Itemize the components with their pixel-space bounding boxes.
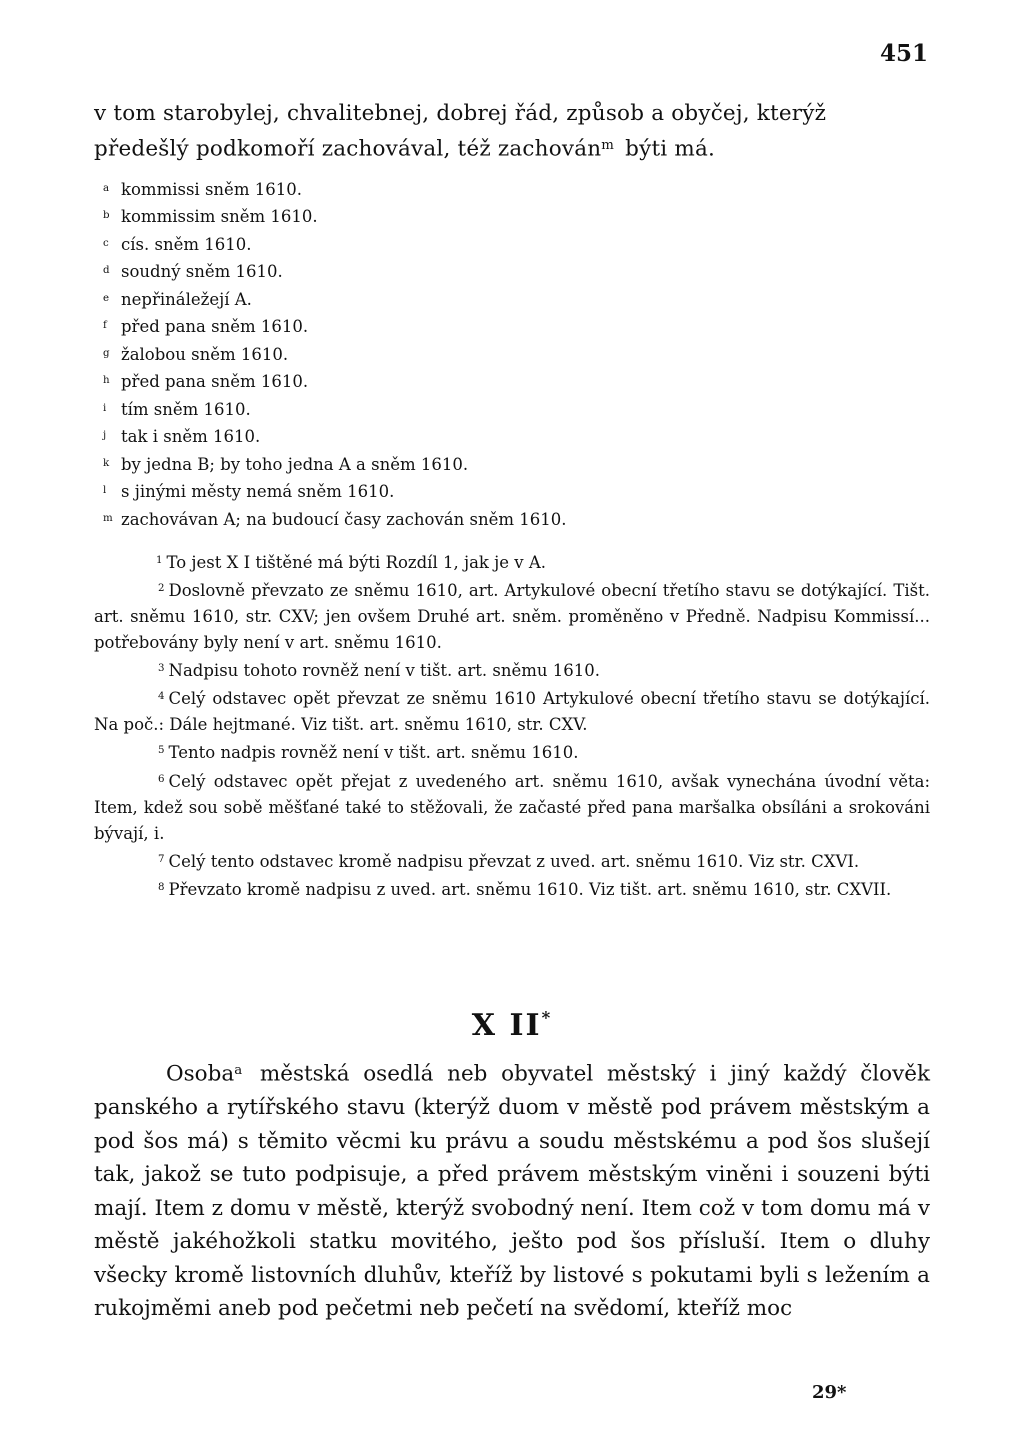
footnote-text: Převzato kromě nadpisu z uved. art. sněmu 1610. Viz tišt. art. sněmu 1610, str. CXVII.: [168, 879, 892, 899]
footnote: [94, 847, 930, 875]
footnote-number: 5: [158, 745, 165, 757]
footnote: [94, 684, 930, 738]
intro-text: [94, 98, 946, 166]
note-text: cís. sněm 1610.: [121, 235, 252, 255]
note-marker: k: [103, 457, 110, 469]
variant-note: [103, 176, 933, 203]
note-marker: a: [103, 183, 110, 194]
note-marker: b: [103, 210, 110, 222]
variant-note: [103, 258, 933, 285]
variant-note: [103, 506, 933, 533]
footnote-text: Celý odstavec opět přejat z uvedeného art. sněmu 1610, avšak vynechána úvodní věta: Item, kdež sou sobě měšťané také to stěžovali, že začasté před pana maršalka obsíláni a srokováni bývají, i.: [94, 771, 930, 843]
footnote-text: Celý tento odstavec kromě nadpisu převzat z uved. art. sněmu 1610. Viz str. CXVI.: [168, 851, 860, 871]
variant-note: [103, 341, 933, 368]
body-rest: městská osedlá neb obyvatel městský i jiný každý člověk panského a rytířského stavu (kterýž duom v městě pod právem městským a pod šos má) s těmito věcmi ku právu a soudu městskému a pod šos slušejí tak, jakož se tuto podpisuje, a před právem městským viněni i souzeni býti mají. Item z domu v městě, kterýž svobodný není. Item což v tom domu má v městě jakéhožkoli statku movitého, ješto pod šos přísluší. Item o dluhy všecky kromě listovních dluhův, kteříž by listové s pokutami byli s ležením a rukojměmi aneb pod pečetmi neb pečetí na svědomí, kteříž moc: [94, 1061, 930, 1322]
intro-line-2-text: předešlý podkomoří zachovával, též zachován: [94, 136, 602, 162]
footnote-number: 4: [158, 691, 165, 703]
note-marker: g: [103, 347, 110, 359]
footnote-number: 7: [158, 853, 165, 865]
body-text: [94, 1054, 930, 1326]
note-text: nepřináležejí A.: [121, 290, 252, 310]
footnote-text: Tento nadpis rovněž není v tišt. art. sněmu 1610.: [168, 743, 579, 763]
note-text: tak i sněm 1610.: [121, 427, 261, 447]
variant-note: [103, 451, 933, 478]
variant-note: [103, 313, 933, 340]
note-text: kommissim sněm 1610.: [121, 207, 318, 227]
note-marker: m: [103, 512, 113, 524]
intro-line-1: v tom starobylej, chvalitebnej, dobrej řád, způsob a obyčej, kterýž: [94, 101, 827, 126]
footnote-text: Nadpisu tohoto rovněž není v tišt. art. sněmu 1610.: [168, 661, 600, 681]
page-number: 451: [879, 40, 928, 67]
note-text: žalobou sněm 1610.: [121, 344, 289, 364]
footnote: [94, 875, 930, 903]
section-heading: [0, 1008, 1024, 1043]
note-marker: e: [103, 292, 110, 304]
intro-line-2-end: býti má.: [618, 136, 716, 162]
note-text: tím sněm 1610.: [121, 399, 251, 419]
body-paragraph: [94, 1054, 930, 1326]
note-marker: d: [103, 265, 110, 277]
note-marker: f: [103, 320, 107, 332]
intro-line-2: [94, 130, 946, 166]
footnote-number: 1: [156, 555, 163, 566]
footnote: [94, 656, 930, 684]
footnote-number: 6: [158, 773, 165, 785]
variant-note: [103, 286, 933, 313]
variant-notes: [103, 176, 933, 533]
note-marker: h: [103, 375, 110, 387]
body-start: Osoba: [166, 1061, 235, 1087]
note-text: s jinými městy nemá sněm 1610.: [121, 482, 395, 502]
footnote: [94, 738, 930, 766]
footnote-number: 8: [158, 881, 165, 893]
footnote-text: To jest X I tištěné má býti Rozdíl 1, jak je v A.: [166, 553, 547, 573]
footnote-text: Celý odstavec opět převzat ze sněmu 1610 Artykulové obecní třetího stavu se dotýkající. Na poč.: Dále hejtmané. Viz tišt. art. sněmu 1610, str. CXV.: [94, 689, 930, 735]
note-marker: a: [234, 1063, 243, 1078]
note-text: soudný sněm 1610.: [121, 262, 283, 282]
signature-mark: 29*: [812, 1382, 847, 1403]
note-marker: i: [103, 402, 107, 414]
note-marker: j: [103, 430, 107, 442]
note-text: před pana sněm 1610.: [121, 372, 309, 392]
note-text: kommissi sněm 1610.: [121, 180, 302, 200]
variant-note: [103, 203, 933, 230]
note-marker: l: [103, 485, 107, 497]
note-marker: m: [601, 138, 615, 153]
note-marker: c: [103, 237, 109, 249]
footnote: [94, 576, 930, 656]
note-text: zachovávan A; na budoucí časy zachován sněm 1610.: [121, 509, 567, 529]
section-heading-text: X II: [471, 1008, 542, 1043]
variant-note: [103, 231, 933, 258]
note-text: před pana sněm 1610.: [121, 317, 309, 337]
note-text: by jedna B; by toho jedna A a sněm 1610.: [121, 454, 469, 474]
variant-note: [103, 478, 933, 505]
variant-note: [103, 396, 933, 423]
variant-note: [103, 423, 933, 450]
numbered-footnotes: [94, 548, 930, 903]
footnote-number: 3: [158, 663, 165, 675]
variant-note: [103, 368, 933, 395]
footnote: [94, 767, 930, 847]
section-heading-mark: *: [541, 1008, 553, 1028]
footnote-text: Doslovně převzato ze sněmu 1610, art. Artykulové obecní třetího stavu se dotýkající. Tišt. art. sněmu 1610, str. CXV; jen ovšem Druhé art. sněm. proměněno v Předně. Nadpisu Kommissí... potřebovány byly není v art. sněmu 1610.: [94, 581, 930, 653]
footnote: [94, 548, 930, 576]
footnote-number: 2: [158, 583, 165, 595]
